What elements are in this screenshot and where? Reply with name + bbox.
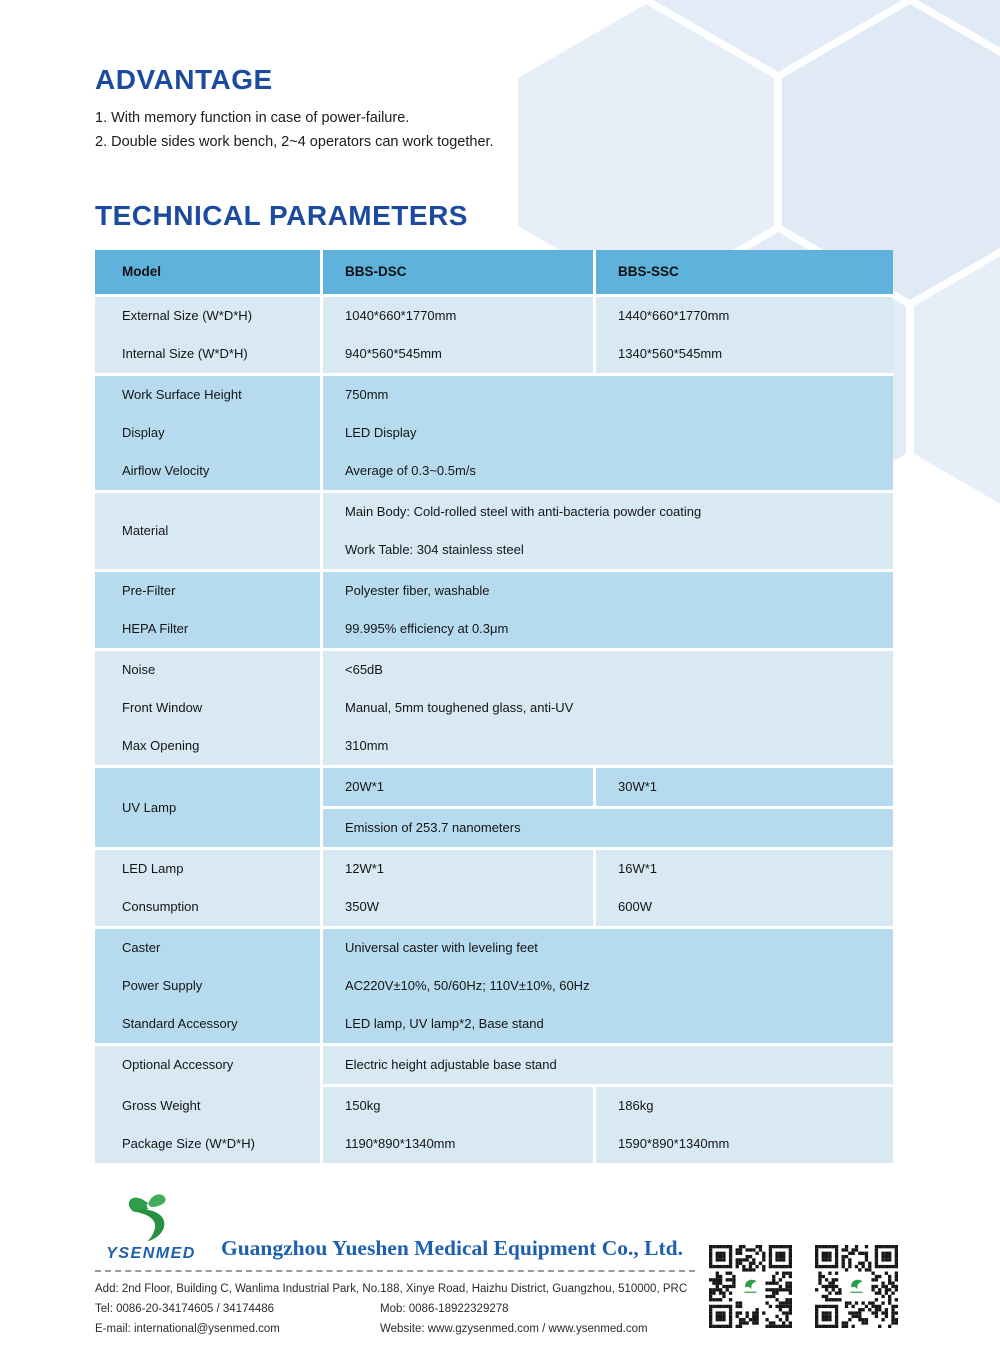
value-cell: 1340*560*545mm xyxy=(596,335,893,373)
technical-parameters-title: TECHNICAL PARAMETERS xyxy=(95,200,468,231)
table-band xyxy=(95,651,893,765)
table-row xyxy=(323,297,893,335)
row-label-cell xyxy=(95,1046,320,1163)
value-cell: Electric height adjustable base stand xyxy=(323,1046,893,1084)
row-label-cell xyxy=(95,929,320,1043)
value-cell: 186kg xyxy=(596,1087,893,1125)
row-label: HEPA Filter xyxy=(122,621,189,636)
table-band xyxy=(95,376,893,490)
table-band xyxy=(95,297,893,373)
value-cell: LED lamp, UV lamp*2, Base stand xyxy=(323,1005,893,1043)
value-cell: 310mm xyxy=(323,727,893,765)
value-cell: 940*560*545mm xyxy=(323,335,593,373)
row-label: LED Lamp xyxy=(122,861,184,876)
row-label: Pre-Filter xyxy=(122,583,176,598)
advantage-item: 1. With memory function in case of power-failure. xyxy=(95,110,410,126)
value-cell: 30W*1 xyxy=(596,768,893,806)
table-row xyxy=(323,493,893,531)
row-values xyxy=(323,850,893,926)
company-logo xyxy=(95,1191,207,1263)
email-line: E-mail: international@ysenmed.com xyxy=(95,1323,280,1335)
header-cell-model-2: BBS-SSC xyxy=(596,250,893,294)
table-row xyxy=(323,850,893,888)
value-cell: Polyester fiber, washable xyxy=(323,572,893,610)
row-label-cell xyxy=(95,768,320,847)
table-band xyxy=(95,850,893,926)
qr-code-block xyxy=(709,1245,898,1328)
row-label: Material xyxy=(122,523,169,538)
row-label: Standard Accessory xyxy=(122,1016,238,1031)
row-values xyxy=(323,768,893,847)
qr-code xyxy=(815,1245,898,1328)
row-values xyxy=(323,651,893,765)
table-row xyxy=(323,1005,893,1043)
footer xyxy=(95,1183,898,1339)
value-cell: 1590*890*1340mm xyxy=(596,1125,893,1163)
contact-info xyxy=(95,1279,735,1339)
row-label: Gross Weight xyxy=(122,1098,201,1113)
table-row xyxy=(323,809,893,847)
table-row xyxy=(323,414,893,452)
row-values xyxy=(323,297,893,373)
row-label: External Size (W*D*H) xyxy=(122,308,253,323)
row-label: Internal Size (W*D*H) xyxy=(122,346,248,361)
row-label-cell xyxy=(95,850,320,926)
table-row xyxy=(323,610,893,648)
row-label-cell xyxy=(95,297,320,373)
value-cell: <65dB xyxy=(323,651,893,689)
table-row xyxy=(323,967,893,1005)
table-row xyxy=(323,572,893,610)
advantage-title: ADVANTAGE xyxy=(95,64,273,95)
value-cell: Emission of 253.7 nanometers xyxy=(323,809,893,847)
value-cell: Main Body: Cold-rolled steel with anti-bacteria powder coating xyxy=(323,493,893,531)
value-cell: 150kg xyxy=(323,1087,593,1125)
value-cell: 1190*890*1340mm xyxy=(323,1125,593,1163)
value-cell: LED Display xyxy=(323,414,893,452)
table-band xyxy=(95,1046,893,1163)
row-label: Optional Accessory xyxy=(122,1057,234,1072)
dashed-divider xyxy=(95,1270,695,1272)
leaf-logo-icon xyxy=(124,1191,178,1243)
row-label-cell xyxy=(95,651,320,765)
row-values xyxy=(323,493,893,569)
row-label: Display xyxy=(122,425,165,440)
value-cell: Work Table: 304 stainless steel xyxy=(323,531,893,569)
table-row xyxy=(323,651,893,689)
row-label: Consumption xyxy=(122,899,199,914)
table-band xyxy=(95,493,893,569)
row-values xyxy=(323,376,893,490)
row-label: Package Size (W*D*H) xyxy=(122,1136,255,1151)
value-cell: Manual, 5mm toughened glass, anti-UV xyxy=(323,689,893,727)
row-label-cell xyxy=(95,572,320,648)
advantage-item: 2. Double sides work bench, 2~4 operators can work together. xyxy=(95,134,494,150)
value-cell: Universal caster with leveling feet xyxy=(323,929,893,967)
value-cell: 20W*1 xyxy=(323,768,593,806)
row-label: Noise xyxy=(122,662,156,677)
value-cell: 350W xyxy=(323,888,593,926)
table-band xyxy=(95,572,893,648)
table-row xyxy=(323,452,893,490)
row-label: Airflow Velocity xyxy=(122,463,210,478)
row-label: Caster xyxy=(122,940,161,955)
address-line: Add: 2nd Floor, Building C, Wanlima Industrial Park, No.188, Xinye Road, Haizhu District, Guangzhou, 510000, PRC xyxy=(95,1283,688,1295)
table-band xyxy=(95,768,893,847)
header-cell-model: Model xyxy=(95,250,320,294)
qr-code xyxy=(709,1245,792,1328)
row-label: UV Lamp xyxy=(122,799,177,815)
table-band xyxy=(95,929,893,1043)
table-row xyxy=(323,768,893,806)
table-row xyxy=(323,335,893,373)
row-label: Front Window xyxy=(122,700,203,715)
brand-name: YSENMED xyxy=(106,1245,196,1262)
value-cell: 12W*1 xyxy=(323,850,593,888)
table-row xyxy=(323,727,893,765)
row-label: Work Surface Height xyxy=(122,387,242,402)
header-cell-model-1: BBS-DSC xyxy=(323,250,593,294)
row-values xyxy=(323,1046,893,1163)
mob-line: Mob: 0086-18922329278 xyxy=(380,1303,509,1315)
tel-line: Tel: 0086-20-34174605 / 34174486 xyxy=(95,1303,275,1315)
value-cell: AC220V±10%, 50/60Hz; 110V±10%, 60Hz xyxy=(323,967,893,1005)
table-row xyxy=(323,689,893,727)
value-cell: 750mm xyxy=(323,376,893,414)
row-values xyxy=(323,572,893,648)
table-row xyxy=(323,1125,893,1163)
table-header-row xyxy=(95,250,893,294)
value-cell: 600W xyxy=(596,888,893,926)
technical-parameters-table xyxy=(95,250,893,1166)
advantage-list xyxy=(95,106,494,154)
table-row xyxy=(323,1046,893,1084)
table-row xyxy=(323,1087,893,1125)
value-cell: Average of 0.3~0.5m/s xyxy=(323,452,893,490)
table-row xyxy=(323,888,893,926)
row-label-cell xyxy=(95,376,320,490)
table-row xyxy=(323,929,893,967)
value-cell: 1440*660*1770mm xyxy=(596,297,893,335)
value-cell: 16W*1 xyxy=(596,850,893,888)
row-values xyxy=(323,929,893,1043)
row-label: Max Opening xyxy=(122,738,200,753)
row-label: Power Supply xyxy=(122,978,203,993)
company-name: Guangzhou Yueshen Medical Equipment Co., Ltd. xyxy=(221,1236,683,1260)
value-cell: 1040*660*1770mm xyxy=(323,297,593,335)
table-row xyxy=(323,531,893,569)
row-label-cell xyxy=(95,493,320,569)
table-row xyxy=(323,376,893,414)
value-cell: 99.995% efficiency at 0.3μm xyxy=(323,610,893,648)
website-line: Website: www.gzysenmed.com / www.ysenmed.com xyxy=(380,1323,648,1335)
